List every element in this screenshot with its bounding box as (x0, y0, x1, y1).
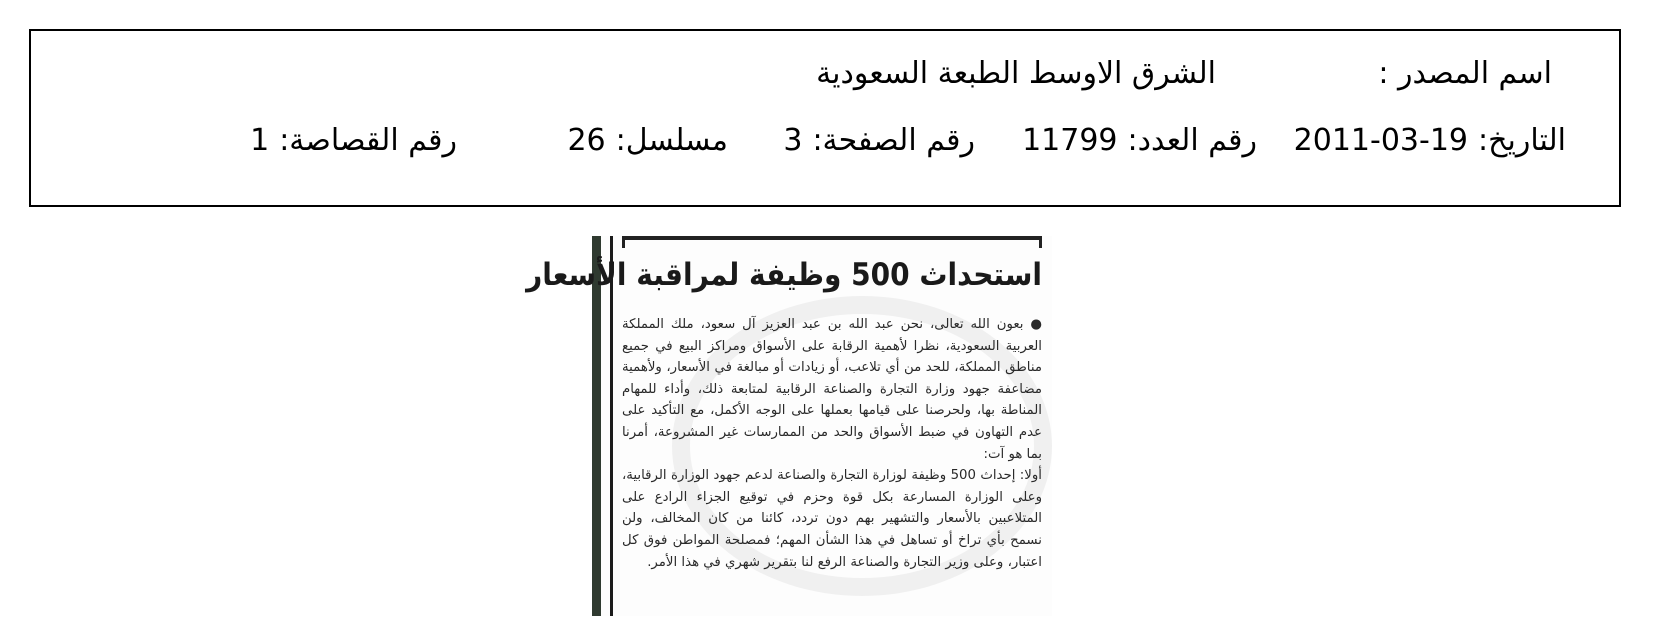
serial-label: مسلسل: (615, 123, 728, 158)
page-value: 3 (783, 123, 803, 158)
source-value: الشرق الاوسط الطبعة السعودية (816, 56, 1216, 91)
date-value: 2011-03-19 (1293, 123, 1469, 158)
clipping-top-tick-left (622, 236, 625, 248)
date-field (1293, 123, 1566, 158)
source-label: اسم المصدر : (1378, 56, 1552, 91)
serial-field (567, 123, 728, 158)
article-paragraph-1: ● بعون الله تعالى، نحن عبد الله بن عبد العزيز آل سعود، ملك المملكة العربية السعودية، نظرا لأهمية الرقابة على الأسواق ومراكز البيع في جميع مناطق المملكة، للحد من أي تلاعب، أو زيادات أو مبالغة في الأسعار، ولأهمية مضاعفة جهود وزارة التجارة والصناعة الرقابية لمتابعة ذلك، وأداء للمهام المناطة بها، ولحرصنا على قيامها بعملها على الوجه الأكمل، مع التأكيد على عدم التهاون في ضبط الأسواق والحد من الممارسات غير المشروعة، أمرنا بما هو آت: (622, 317, 1042, 462)
article-headline: استحداث 500 وظيفة لمراقبة الأسعار (526, 256, 1042, 293)
issue-value: 11799 (1022, 123, 1118, 158)
source-line (1378, 56, 1552, 91)
clip-number-label: رقم القصاصة: (279, 123, 457, 158)
clip-number-field (250, 123, 457, 158)
clip-number-value: 1 (250, 123, 270, 158)
clipping-top-rule (622, 236, 1042, 240)
serial-value: 26 (567, 123, 606, 158)
date-label: التاريخ: (1478, 123, 1566, 158)
newspaper-clipping (526, 236, 1052, 616)
source-info-box (29, 29, 1621, 207)
page-field (783, 123, 975, 158)
page-label: رقم الصفحة: (812, 123, 975, 158)
article-paragraph-2: أولا: إحداث 500 وظيفة لوزارة التجارة والصناعة لدعم جهود الوزارة الرقابية، وعلى الوزارة المسارعة بكل قوة وحزم في توقيع الجزاء الرادع على المتلاعبين بالأسعار والتشهير بهم دون تردد، كائنا من كان المخالف، ولن نسمح بأي تراخ أو تساهل في هذا الشأن المهم؛ فمصلحة المواطن فوق كل اعتبار، وعلى وزير التجارة والصناعة الرفع لنا بتقرير شهري في هذا الأمر. (622, 468, 1042, 570)
article-body (622, 314, 1042, 573)
clipping-top-tick-right (1039, 236, 1042, 248)
issue-label: رقم العدد: (1127, 123, 1257, 158)
issue-field (1022, 123, 1257, 158)
